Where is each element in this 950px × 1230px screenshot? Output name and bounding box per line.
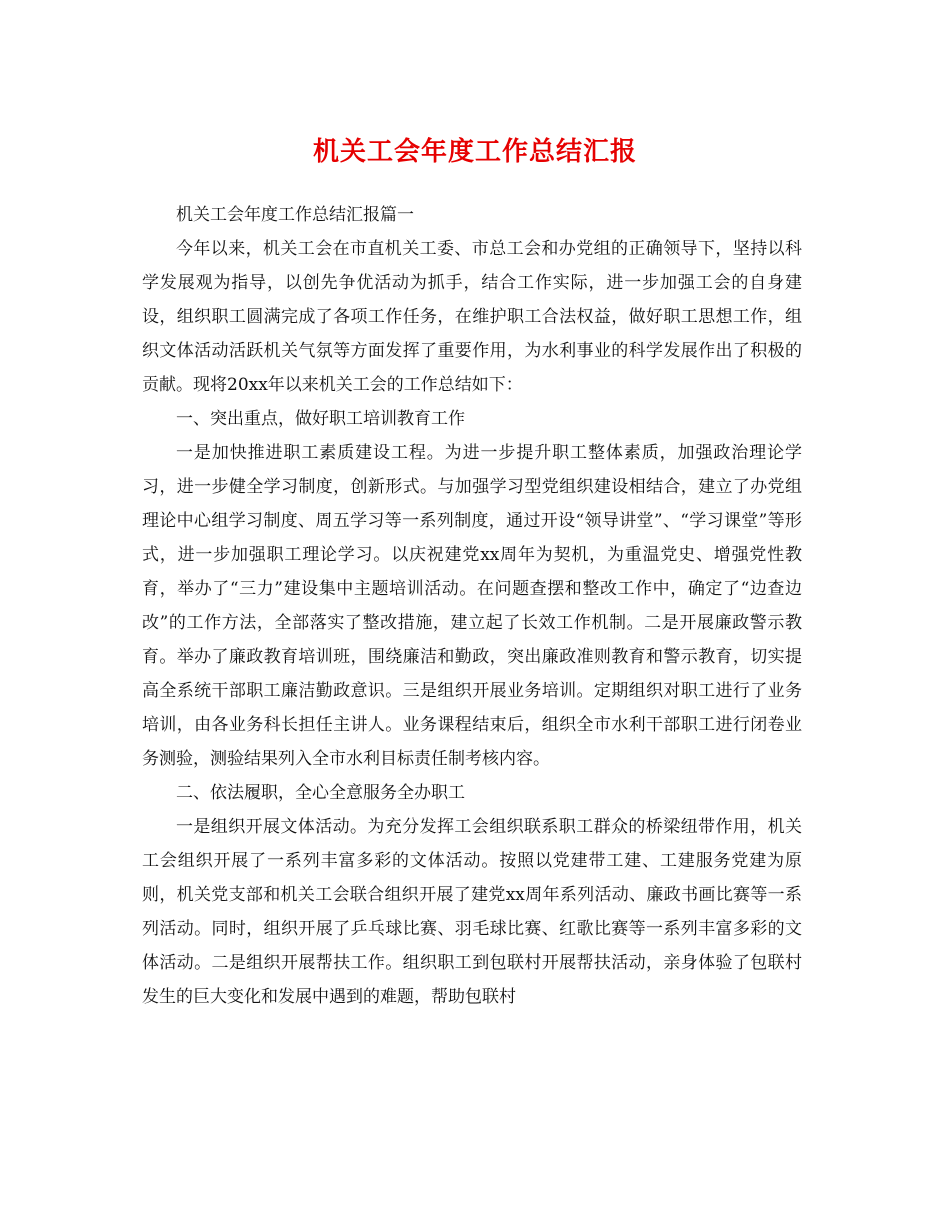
section-heading-2: 二、依法履职，全心全意服务全办职工 — [176, 783, 465, 803]
paragraph-intro: 今年以来，机关工会在市直机关工委、市总工会和办党组的正确领导下，坚持以科学发展观为指导，以创先争优活动为抓手，结合工作实际，进一步加强工会的自身建设，组织职工圆满完成了各项工作任务，在维护职工合法权益，做好职工思想工作，组织文体活动活跃机关气氛等方面发挥了重要作用，为水利事业的科学发展作出了积极的贡献。现将20xx年以来机关工会的工作总结如下： — [142, 239, 802, 395]
paragraph-activities: 一是组织开展文体活动。为充分发挥工会组织联系职工群众的桥梁纽带作用，机关工会组织开展了一系列丰富多彩的文体活动。按照以党建带工建、工建服务党建为原则，机关党支部和机关工会联合组织开展了建党xx周年系列活动、廉政书画比赛等一系列活动。同时，组织开展了乒乓球比赛、羽毛球比赛、红歌比赛等一系列丰富多彩的文体活动。二是组织开展帮扶工作。组织职工到包联村开展帮扶活动，亲身体验了包联村发生的巨大变化和发展中遇到的难题，帮助包联村 — [142, 817, 802, 1007]
paragraph-training: 一是加快推进职工素质建设工程。为进一步提升职工整体素质，加强政治理论学习，进一步健全学习制度，创新形式。与加强学习型党组织建设相结合，建立了办党组理论中心组学习制度、周五学习等一系列制度，通过开设“领导讲堂”、“学习课堂”等形式，进一步加强职工理论学习。以庆祝建党xx周年为契机，为重温党史、增强党性教育，举办了“三力”建设集中主题培训活动。在问题查摆和整改工作中，确定了“边查边改”的工作方法，全部落实了整改措施，建立起了长效工作机制。二是开展廉政警示教育。举办了廉政教育培训班，围绕廉洁和勤政，突出廉政准则教育和警示教育，切实提高全系统干部职工廉洁勤政意识。三是组织开展业务培训。定期组织对职工进行了业务培训，由各业务科长担任主讲人。业务课程结束后，组织全市水利干部职工进行闭卷业务测验，测验结果列入全市水利目标责任制考核内容。 — [142, 443, 802, 769]
document-body — [142, 198, 802, 1014]
section-heading-1: 一、突出重点，做好职工培训教育工作 — [176, 409, 465, 429]
document-title: 机关工会年度工作总结汇报 — [312, 137, 637, 167]
section-heading-article: 机关工会年度工作总结汇报篇一 — [176, 205, 414, 225]
